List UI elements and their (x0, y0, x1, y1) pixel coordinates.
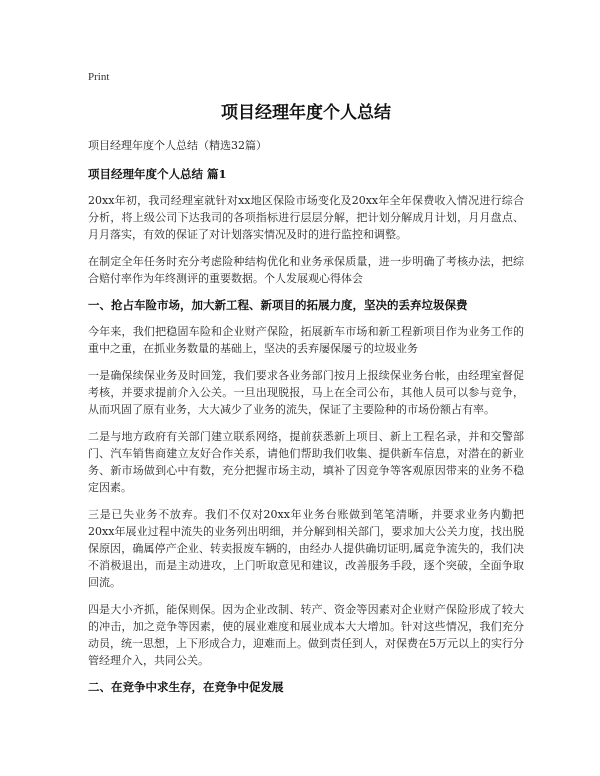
print-link[interactable]: Print (88, 71, 110, 83)
document-subtitle: 项目经理年度个人总结（精选32篇） (88, 139, 267, 152)
paragraph: 在制定全年任务时充分考虑险种结构优化和业务承保质量，进一步明确了考核办法，把综合赔付率作为年终测评的重要数据。个人发展观心得体会 (88, 255, 524, 285)
paragraph: 20xx年初，我司经理室就针对xx地区保险市场变化及20xx年全年保费收入情况进行综合分析，将上级公司下达我司的各项指标进行层层分解，把计划分解成月计划，月月盘点、月月落实，有效的保证了对计划落实情况及时的进行监控和调整。 (88, 194, 524, 241)
paragraph: 四是大小齐抓，能保则保。因为企业改制、转产、资金等因素对企业财产保险形成了较大的冲击，加之竞争等因素，使的展业难度和展业成本大大增加。针对这些情况，我们充分动员，统一思想，上下形成合力，迎难而上。做到责任到人，对保费在5万元以上的实行分管经理介入，共同公关。 (88, 603, 524, 667)
section-heading-1: 一、抢占车险市场，加大新工程、新项目的拓展力度，坚决的丢弃垃圾保费 (88, 298, 468, 312)
document-page (88, 70, 524, 705)
section-heading-2: 二、在竞争中求生存，在竞争中促发展 (88, 680, 284, 694)
paragraph: 三是已失业务不放弃。我们不仅对20xx年业务台账做到笔笔清晰，并要求业务内勤把20xx年展业过程中流失的业务列出明细，并分解到相关部门，要求加大公关力度，找出脱保原因，确属停产企业、转卖报废车辆的，由经办人提供确切证明,属竞争流失的，我们决不消极退出，而是主动进攻，上门听取意见和建议，改善服务手段，逐个突破，全面争取回流。 (88, 508, 524, 589)
paragraph: 今年来，我们把稳固车险和企业财产保险，拓展新车市场和新工程新项目作为业务工作的重中之重，在抓业务数量的基础上，坚决的丢弃屡保屡亏的垃圾业务 (88, 325, 524, 355)
paragraph: 二是与地方政府有关部门建立联系网络，提前获悉新上项目、新上工程名录，并和交警部门、汽车销售商建立友好合作关系，请他们帮助我们收集、提供新车信息，对潜在的新业务、新市场做到心中有数，充分把握市场主动，填补了因竞争等客观原因带来的业务不稳定因素。 (88, 430, 524, 494)
paragraph: 一是确保续保业务及时回笼，我们要求各业务部门按月上报续保业务台帐，由经理室督促考核，并要求提前介入公关。一旦出现脱报，马上在全司公布，其他人员可以参与竞争，从而巩固了原有业务，大大减少了业务的流失，保证了主要险种的市场份额占有率。 (88, 369, 524, 416)
page-title: 项目经理年度个人总结 (221, 103, 391, 123)
article-heading: 项目经理年度个人总结 篇1 (88, 167, 227, 181)
